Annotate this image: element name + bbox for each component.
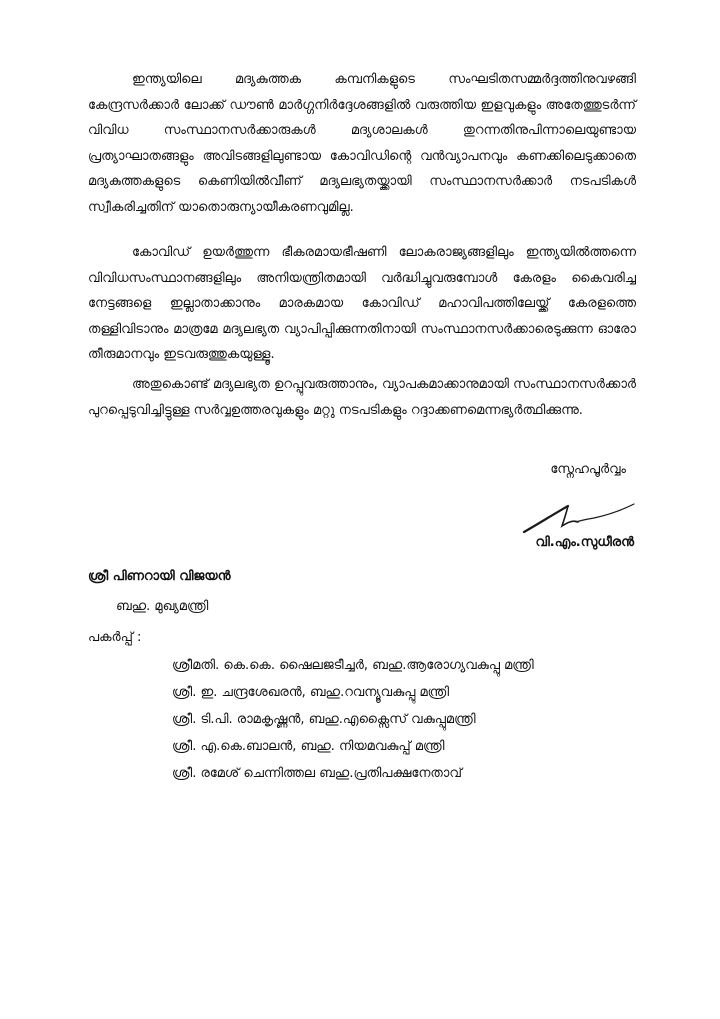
- recipient-title: ബഹു. മുഖ്യമന്ത്രി: [116, 599, 209, 614]
- letter-paragraph-3: അതുകൊണ്ട് മദ്യലഭ്യത ഉറപ്പുവരുത്താനും, വ്യാപകമാക്കാനുമായി സംസ്ഥാനസർക്കാർ പുറപ്പെടുവിച്ചിട്ടുള്ള സർവ്വഉത്തരവുകളും മറ്റു നടപടികളും റദ്ദാക്കണമെന്നഭ്യർത്ഥിക്കുന്നു.: [88, 377, 636, 418]
- letter-paragraph-2: കോവിഡ് ഉയർത്തുന്ന ഭീകരമായഭീഷണി ലോകരാജ്യങ്ങളിലും ഇന്ത്യയിൽത്തന്നെ വിവിധസംസ്ഥാനങ്ങളിലും അനിയന്ത്രിതമായി വർദ്ധിച്ചുവരുമ്പോൾ കേരളം കൈവരിച്ച നേട്ടങ്ങളെ ഇല്ലാതാക്കാനും മാരകമായ കോവിഡ് മഹാവിപത്തിലേയ്ക്ക് കേരളത്തെ തള്ളിവിടാനും മാത്രമേ മദ്യലഭ്യത വ്യാപിപ്പിക്കുന്നതിനായി സംസ്ഥാനസർക്കാരെടുക്കുന്ന ഓരോ തീരുമാനവും ഇടവരുത്തുകയുള്ളൂ.: [88, 245, 636, 363]
- letter-paragraph-1: ഇന്ത്യയിലെ മദ്യകുത്തക കമ്പനികളുടെ സംഘടിതസമ്മർദ്ദത്തിനുവഴങ്ങി കേന്ദ്രസർക്കാർ ലോക്ക് ഡൗൺ മാർഗ്ഗനിർദ്ദേശങ്ങളിൽ വരുത്തിയ ഇളവുകളും അതേത്തുടർന്ന് വിവിധ സംസ്ഥാനസർക്കാരുകൾ മദ്യശാലകൾ തുറന്നതിനുപിന്നാലെയുണ്ടായ പ്രത്യാഘാതങ്ങളും അവിടങ്ങളിലുണ്ടായ കോവിഡിന്റെ വൻവ്യാപനവും കണക്കിലെടുക്കാതെ മദ്യകുത്തകളുടെ കെണിയിൽവീണ് മദ്യലഭ്യതയ്ക്കായി സംസ്ഥാനസർക്കാർ നടപടികൾ സ്വീകരിച്ചതിന് യാതൊരുന്യായീകരണവുമില്ല.: [88, 72, 636, 215]
- copy-recipient: ശ്രീ. ഇ. ചന്ദ്രശേഖരൻ, ബഹു.റവന്യൂവകുപ്പു മന്ത്രി: [172, 685, 450, 700]
- sender-name: വി.എം.സുധീരൻ: [535, 535, 634, 550]
- copy-recipient: ശ്രീമതി. കെ.കെ. ഷൈലജടീച്ചർ, ബഹു.ആരോഗ്യവകുപ്പു മന്ത്രി: [172, 658, 534, 673]
- copy-recipient: ശ്രീ. എ.കെ.ബാലൻ, ബഹു. നിയമവകുപ്പ് മന്ത്രി: [172, 739, 445, 754]
- handwritten-signature: [516, 492, 640, 536]
- copy-label: പകർപ്പ് :: [88, 630, 142, 645]
- copy-recipient-list: [172, 656, 534, 791]
- closing-salutation: സ്നേഹപൂർവ്വം: [550, 462, 626, 477]
- recipient-name: ശ്രീ പിണറായി വിജയൻ: [88, 569, 231, 584]
- copy-recipient: ശ്രീ. ടി.പി. രാമകൃഷ്ണൻ, ബഹു.എക്സൈസ് വകുപ്പുമന്ത്രി: [172, 712, 476, 727]
- copy-recipient: ശ്രീ. രമേശ് ചെന്നിത്തല ബഹു.പ്രതിപക്ഷനേതാവ്: [172, 766, 462, 781]
